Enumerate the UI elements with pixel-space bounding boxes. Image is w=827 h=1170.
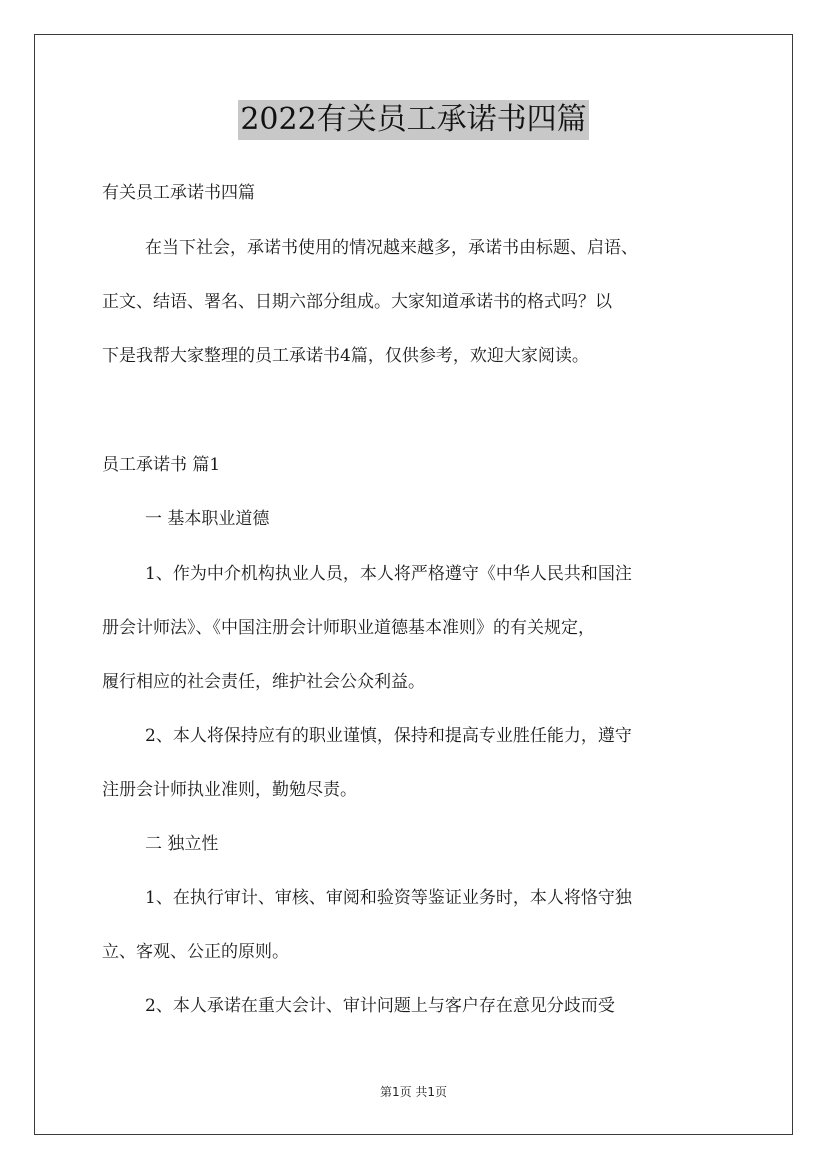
document-subtitle: 有关员工承诺书四篇 <box>102 183 255 203</box>
paragraph-line: 册会计师法》、《中国注册会计师职业道德基本准则》的有关规定， <box>102 618 595 638</box>
paragraph-line: 立、客观、公正的原则。 <box>102 942 289 962</box>
paragraph-line: 2、本人将保持应有的职业谨慎，保持和提高专业胜任能力，遵守 <box>145 726 632 746</box>
paragraph-line: 履行相应的社会责任，维护社会公众利益。 <box>102 672 425 692</box>
intro-line-1: 在当下社会，承诺书使用的情况越来越多，承诺书由标题、启语、 <box>145 238 638 258</box>
paragraph-line: 2、本人承诺在重大会计、审计问题上与客户存在意见分歧而受 <box>145 996 615 1016</box>
paragraph-line: 1、作为中介机构执业人员，本人将严格遵守《中华人民共和国注 <box>145 564 632 584</box>
document-title: 2022有关员工承诺书四篇 <box>238 100 588 140</box>
heading-basic-ethics: 一 基本职业道德 <box>145 509 270 529</box>
paragraph-line: 注册会计师执业准则，勤勉尽责。 <box>102 780 357 800</box>
page-number-footer: 第1页 共1页 <box>379 1085 448 1099</box>
section-title: 员工承诺书 篇1 <box>102 455 221 475</box>
intro-line-3: 下是我帮大家整理的员工承诺书4篇，仅供参考，欢迎大家阅读。 <box>102 346 589 366</box>
heading-independence: 二 独立性 <box>145 834 219 854</box>
paragraph-line: 1、在执行审计、审核、审阅和验资等鉴证业务时，本人将恪守独 <box>145 888 632 908</box>
title-container <box>0 100 827 140</box>
intro-line-2: 正文、结语、署名、日期六部分组成。大家知道承诺书的格式吗？以 <box>102 292 612 312</box>
